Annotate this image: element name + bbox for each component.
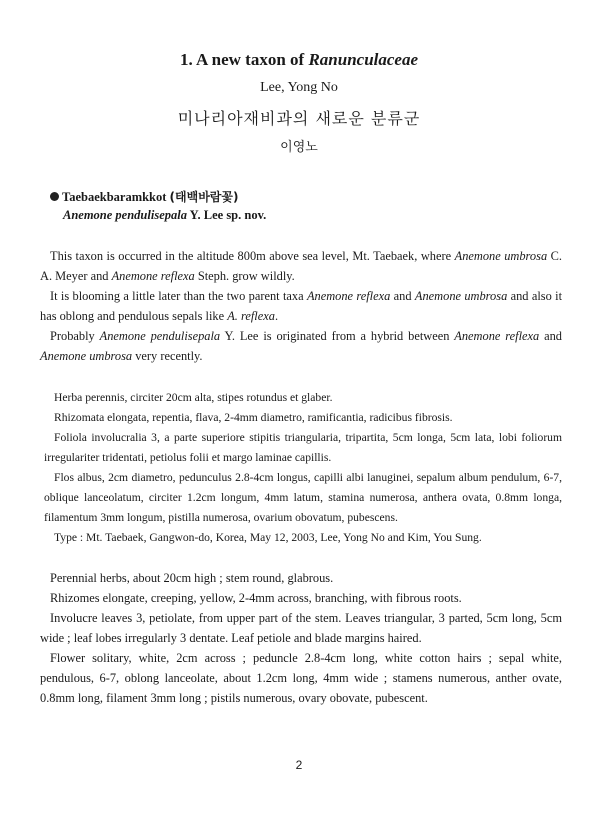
latin-paragraph: Foliola involucralia 3, a parte superiore stipitis triangularia, tripartita, 5cm longa, 5cm lata, lobi foliorum irregulariter tridentati, petiolus folii et margo laminae capillis. xyxy=(44,431,562,464)
latin-paragraph: Herba perennis, circiter 20cm alta, stipes rotundus et glaber. xyxy=(54,391,333,404)
taxon-name: Anemone umbrosa xyxy=(40,349,133,363)
article-title xyxy=(0,50,598,70)
latin-description-section xyxy=(44,388,562,548)
scientific-name-authority: Y. Lee sp. nov. xyxy=(186,208,267,222)
taxon-name: Anemone reflexa xyxy=(111,269,195,283)
bullet-icon xyxy=(50,192,59,201)
text-run: . xyxy=(274,309,279,323)
text-run: and xyxy=(390,289,415,303)
text-run: C. A. Meyer and xyxy=(40,249,562,283)
latin-paragraph: Type : Mt. Taebaek, Gangwon-do, Korea, May 12, 2003, Lee, Yong No and Kim, You Sung. xyxy=(54,531,482,544)
text-run: and xyxy=(539,329,562,343)
taxon-name: Anemone pendulisepala xyxy=(99,329,221,343)
species-common-name xyxy=(50,188,238,205)
common-name-korean: (태백바람꽃) xyxy=(169,190,239,204)
title-family: Ranunculaceae xyxy=(308,50,419,69)
taxon-name: A. reflexa xyxy=(227,309,275,323)
english-paragraph: Flower solitary, white, 2cm across ; peduncle 2.8-4cm long, white cotton hairs ; sepal white, pendulous, 6-7, oblong lanceolate, about 1.2cm long, 4mm wide ; stamens numerous, anther ovate, 0.8mm long, filament 3mm long ; pistils numerous, ovary obovate, pubescent. xyxy=(40,651,562,705)
text-run: It is blooming a little later than the two parent taxa xyxy=(50,289,307,303)
english-paragraph: Involucre leaves 3, petiolate, from upper part of the stem. Leaves triangular, 3 parted, 5cm long, 5cm wide ; leaf lobes irregularly 3 dentate. Leaf petiole and blade margins haired. xyxy=(40,611,562,645)
english-paragraph: Rhizomes elongate, creeping, yellow, 2-4mm across, branching, with fibrous roots. xyxy=(50,591,462,605)
taxon-name: Anemone reflexa xyxy=(306,289,391,303)
taxon-name: Anemone reflexa xyxy=(454,329,540,343)
text-run: and also it has oblong and pendulous sepals like xyxy=(40,289,563,323)
text-run: very recently. xyxy=(132,349,203,363)
intro-paragraph xyxy=(40,286,562,326)
english-description-section xyxy=(40,568,562,708)
taxon-name: Anemone umbrosa xyxy=(414,289,508,303)
english-paragraph: Perennial herbs, about 20cm high ; stem round, glabrous. xyxy=(50,571,334,585)
intro-paragraph xyxy=(40,326,562,366)
korean-title: 미나리아재비과의 새로운 분류군 xyxy=(177,109,421,128)
introduction-section xyxy=(40,246,562,366)
scientific-name-italic: Anemone pendulisepala xyxy=(63,208,187,222)
taxon-name: Anemone umbrosa xyxy=(454,249,548,263)
text-run: Y. Lee is originated from a hybrid between xyxy=(220,329,455,343)
author-name: Lee, Yong No xyxy=(260,80,338,95)
latin-paragraph: Rhizomata elongata, repentia, flava, 2-4mm diametro, ramificantia, radicibus fibrosis. xyxy=(54,411,453,424)
korean-author: 이영노 xyxy=(280,140,318,155)
text-run: Steph. grow wildly. xyxy=(194,269,295,283)
intro-paragraph xyxy=(40,246,562,286)
common-name: Taebaekbaramkkot xyxy=(62,190,167,204)
latin-paragraph: Flos albus, 2cm diametro, pedunculus 2.8-4cm longus, capilli albi lanuginei, sepalum album pendulum, 6-7, oblique lanceolatum, circiter 1.2cm longum, 4mm latum, stamina numerosa, anthera ovata, 0.8mm longa, filamentum 3mm longum, pistilla numerosa, ovarium obovatum, pubescens. xyxy=(44,471,562,524)
species-scientific-name xyxy=(63,208,266,223)
text-run: Probably xyxy=(50,329,100,343)
text-run: This taxon is occurred in the altitude 800m above sea level, Mt. Taebaek, where xyxy=(50,249,455,263)
page-number: 2 xyxy=(295,758,303,772)
title-prefix: 1. A new taxon of xyxy=(179,50,309,69)
